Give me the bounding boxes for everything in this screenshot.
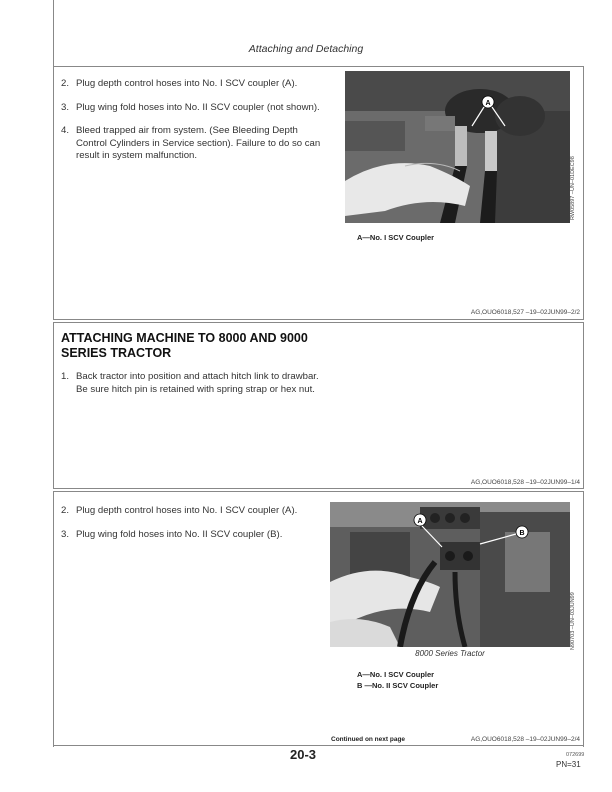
callout-b-label: B: [519, 530, 525, 537]
callout-a2-label: A: [417, 518, 423, 525]
page-header: Attaching and Detaching: [248, 43, 364, 55]
step-2b: 2. Plug depth control hoses into No. I SCV coupler (A).: [61, 505, 298, 516]
step-1: 1. Back tractor into position and attach hitch link to drawbar. Be sure hitch pin is retained with spring strap or hex nut.: [61, 371, 319, 395]
page-number: 20-3: [290, 747, 317, 762]
continued-note: Continued on next page: [331, 736, 406, 743]
step-3: 3. Plug wing fold hoses into No. II SCV coupler (not shown).: [61, 101, 320, 113]
scv-coupler-photo: [345, 71, 570, 223]
photo2-legend: A—No. I SCV Coupler B —No. II SCV Coupler: [357, 670, 439, 690]
section2-title: ATTACHING MACHINE TO 8000 AND 9000 SERIES TRACTOR: [61, 331, 308, 360]
callout-a-label: A: [485, 100, 491, 107]
section1-ref: AG,OUO6018,527 –19–02JUN99–2/2: [470, 309, 580, 316]
photo2-code: N90703 –UN–03JUN99: [570, 592, 576, 650]
section2-ref: AG,OUO6018,528 –19–02JUN99–1/4: [470, 479, 580, 486]
section2-steps: [61, 371, 326, 407]
top-margin-line: [53, 0, 54, 66]
section3-ref: AG,OUO6018,528 –19–02JUN99–2/4: [470, 736, 580, 743]
photo1-legend: A—No. I SCV Coupler: [357, 233, 435, 242]
tractor-8000-photo: [330, 502, 570, 647]
photo1-code: RW05897 –UN–01DEC98: [570, 156, 576, 220]
step-3b: 3. Plug wing fold hoses into No. II SCV coupler (B).: [61, 528, 283, 540]
footer-rule: [53, 745, 584, 746]
date-code: 072699: [566, 752, 585, 758]
section1-steps: [61, 78, 321, 174]
step-2: 2. Plug depth control hoses into No. I SCV coupler (A).: [61, 78, 298, 89]
pn-number: PN=31: [556, 760, 581, 769]
step-4: 4. Bleed trapped air from system. (See Bleeding Depth Control Cylinders in Service section). Failure to do so can result in system malfunction.: [61, 125, 321, 161]
photo2-caption: 8000 Series Tractor: [415, 649, 485, 658]
section3-steps: [61, 505, 321, 552]
